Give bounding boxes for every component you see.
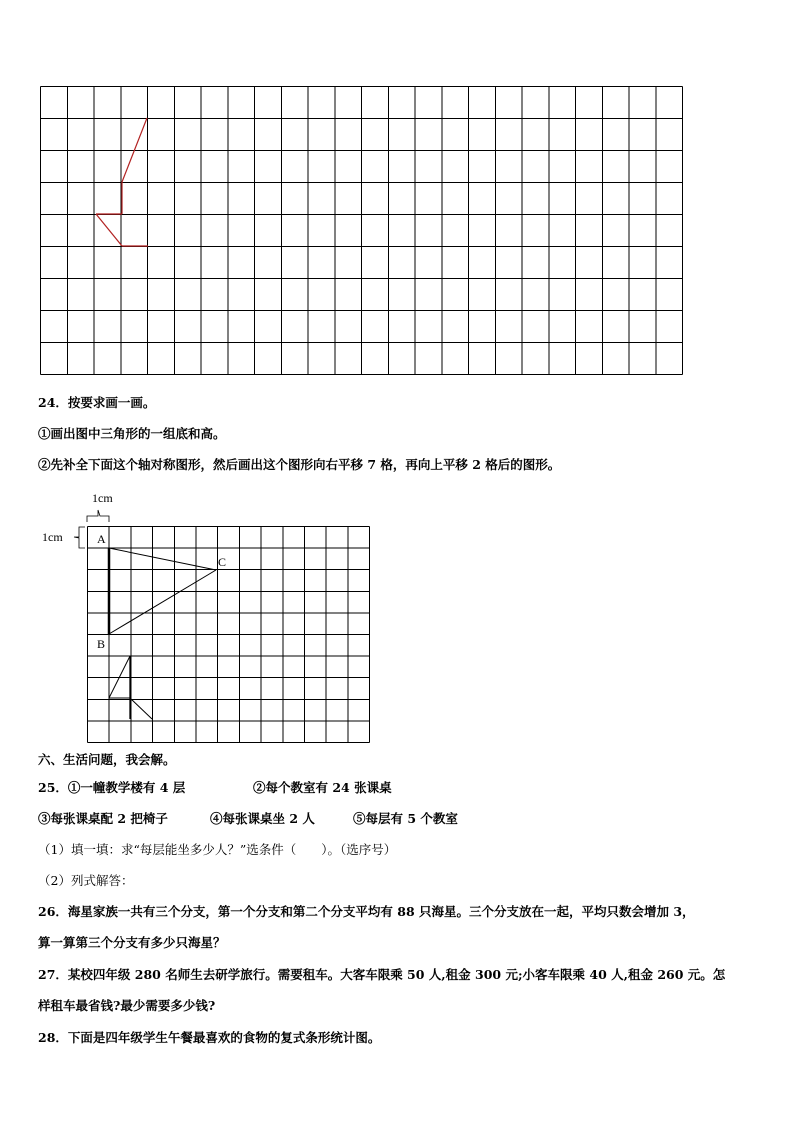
q27-line1: 27．某校四年级 280 名师生去研学旅行。需要租车。大客车限乘 50 人,租金 300 元;小客车限乘 40 人,租金 260 元。怎 bbox=[38, 967, 726, 982]
q25-sub2: （2）列式解答： bbox=[38, 873, 134, 888]
q24-part1: ①画出图中三角形的一组底和高。 bbox=[38, 426, 226, 441]
q25-line1-a: 25．①一幢教学楼有 4 层 bbox=[38, 780, 186, 795]
q24-title: 24．按要求画一画。 bbox=[38, 395, 156, 410]
point-b-label: B bbox=[97, 637, 106, 651]
q25-line2-a: ③每张课桌配 2 把椅子 bbox=[38, 811, 168, 826]
q26-line2: 算一算第三个分支有多少只海星？ bbox=[38, 935, 226, 950]
q24-part2: ②先补全下面这个轴对称图形，然后画出这个图形向右平移 7 格，再向上平移 2 格后的图形。 bbox=[38, 457, 561, 472]
point-a-label: A bbox=[97, 532, 106, 546]
side-ac bbox=[109, 548, 216, 570]
triangle-grid bbox=[36, 486, 376, 748]
point-c-label: C bbox=[218, 555, 227, 569]
top-grid-lines bbox=[41, 87, 683, 375]
side-bc bbox=[109, 570, 216, 634]
q27-line2: 样租车最省钱?最少需要多少钱? bbox=[38, 998, 216, 1013]
section6-title: 六、生活问题，我会解。 bbox=[38, 752, 176, 767]
q25-sub1: （1）填一填：求“每层能坐多少人？”选条件（ ）。（选序号） bbox=[38, 842, 397, 857]
q25-line1-b: ②每个教室有 24 张课桌 bbox=[253, 780, 392, 795]
half-figure-segment-1 bbox=[109, 656, 130, 698]
half-symmetric-figure bbox=[109, 656, 152, 719]
scale-bracket-horizontal bbox=[87, 510, 109, 522]
scale-bracket-vertical bbox=[74, 527, 85, 548]
scale-label-horizontal: 1cm bbox=[92, 491, 113, 505]
half-figure-segment-3 bbox=[130, 698, 152, 719]
q25-line2-b: ④每张课桌坐 2 人 bbox=[210, 811, 315, 826]
q28-line1: 28．下面是四年级学生午餐最喜欢的食物的复式条形统计图。 bbox=[38, 1030, 381, 1045]
q25-line2-c: ⑤每层有 5 个教室 bbox=[353, 811, 458, 826]
scale-label-vertical: 1cm bbox=[42, 530, 63, 544]
red-segment-4 bbox=[96, 214, 122, 246]
top-grid bbox=[40, 86, 688, 376]
q26-line1: 26．海星家族一共有三个分支，第一个分支和第二个分支平均有 88 只海星。三个分支放在一起，平均只数会增加 3， bbox=[38, 904, 695, 919]
